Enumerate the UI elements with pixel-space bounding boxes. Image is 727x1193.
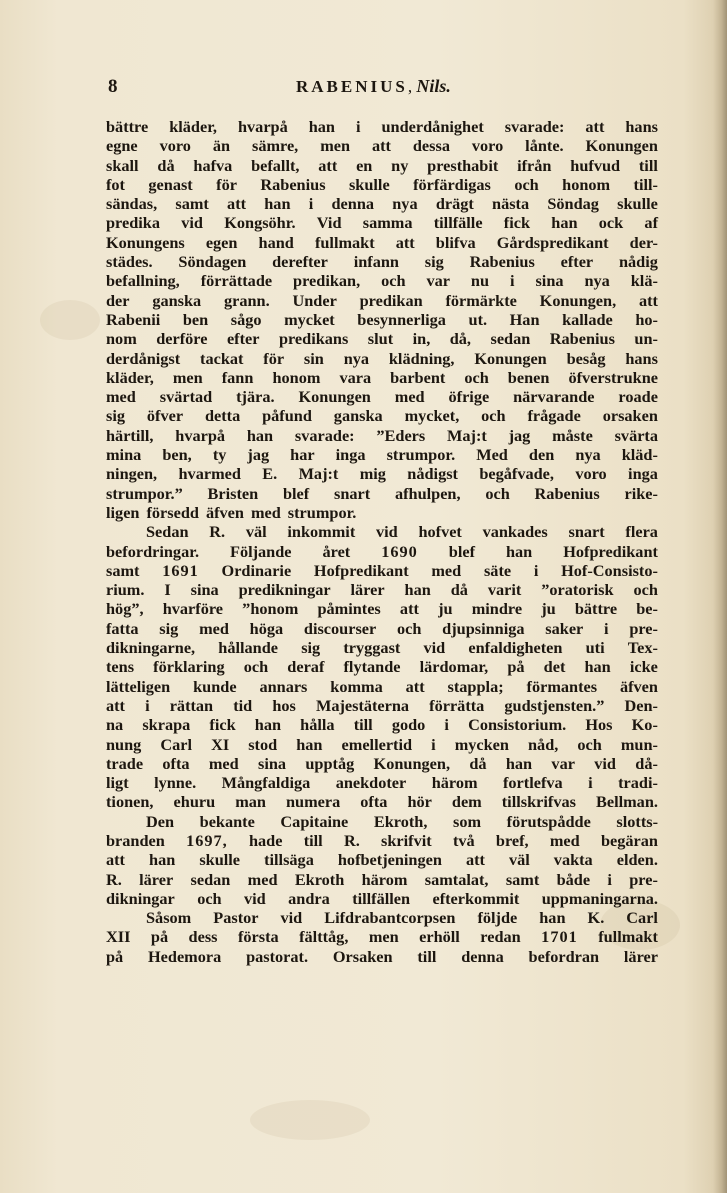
text-line: ligen försedd äfven med strumpor. xyxy=(106,502,357,522)
text-line: tens förklaring och deraf flytande lärdomar, på det han icke xyxy=(106,657,658,677)
text-line: fatta sig med höga discourser och djupsinniga saker i pre- xyxy=(106,618,658,638)
text-line: trade ofta med sina upptåg Konungen, då han var vid då- xyxy=(106,753,658,773)
text-line: branden 1697, hade till R. skrifvit två bref, med begäran xyxy=(106,830,658,850)
text-line: nung Carl XI stod han emellertid i mycken nåd, och mun- xyxy=(106,734,658,754)
text-line: befallning, förrättade predikan, och var nu i sina nya klä- xyxy=(106,271,658,291)
text-line: sig öfver detta påfund ganska mycket, och frågade orsaken xyxy=(106,406,658,426)
page-number: 8 xyxy=(108,76,118,97)
text-line: Rabenii ben sågo mycket besynnerliga ut. Han kallade ho- xyxy=(106,309,658,329)
text-line: der ganska grann. Under predikan förmärkte Konungen, att xyxy=(106,290,658,310)
text-line: rium. I sina predikningar lärer han då varit ”oratorisk och xyxy=(106,580,658,600)
text-line: egne voro än sämre, men att dessa voro lånte. Konungen xyxy=(106,136,658,156)
page-gutter-shadow xyxy=(713,0,727,1193)
running-title-given-name: Nils. xyxy=(416,76,451,96)
running-title-separator: , xyxy=(407,77,413,96)
text-line: skall då hafva befallt, att en ny presthabit ifrån hufvud till xyxy=(106,155,658,175)
text-line: predika vid Kongsöhr. Vid samma tillfälle fick han ock af xyxy=(106,213,658,233)
text-line: Konungens egen hand fullmakt att blifva Gårdspredikant der- xyxy=(106,232,658,252)
text-line: derdånigst tackat för sin nya klädning, Konungen besåg hans xyxy=(106,348,658,368)
text-line: lätteligen kunde annars komma att stappla; förmantes äfven xyxy=(106,676,658,696)
paper-stain xyxy=(250,1100,370,1140)
text-line: na skrapa fick han hålla till godo i Consistorium. Hos Ko- xyxy=(106,715,658,735)
body-text xyxy=(106,117,658,966)
paper-stain xyxy=(40,300,100,340)
text-line: mina ben, ty jag har inga strumpor. Med den nya kläd- xyxy=(106,445,658,465)
text-line: dikningarne, hållande sig tryggast vid enfaldigheten uti Tex- xyxy=(106,638,658,658)
text-line: hög”, hvarföre ”honom påmintes att ju mindre ju bättre be- xyxy=(106,599,658,619)
text-line: dikningar och vid andra tillfällen efterkommit uppmaningarna. xyxy=(106,888,658,908)
text-line: R. lärer sedan med Ekroth härom samtalat, samt både i pre- xyxy=(106,869,658,889)
text-line: samt 1691 Ordinarie Hofpredikant med säte i Hof-Consisto- xyxy=(106,560,658,580)
text-line: tionen, ehuru man numera ofta hör dem tillskrifvas Bellman. xyxy=(106,792,658,812)
text-line: att i rättan tid hos Majestäterna förrätta gudstjensten.” Den- xyxy=(106,695,658,715)
running-header xyxy=(108,76,656,106)
text-line: bättre kläder, hvarpå han i underdånighet svarade: att hans xyxy=(106,117,658,136)
text-line: ningen, hvarmed E. Maj:t mig nådigst begåfvade, voro inga xyxy=(106,464,658,484)
running-title xyxy=(296,76,451,97)
text-line: sändas, samt att han i denna nya drägt nästa Söndag skulle xyxy=(106,194,658,214)
text-line: XII på dess första fälttåg, men erhöll redan 1701 fullmakt xyxy=(106,927,658,947)
text-line: härtill, hvarpå han svarade: ”Eders Maj:t jag måste svärta xyxy=(106,425,658,445)
text-line: att han skulle tillsäga hofbetjeningen att väl vakta elden. xyxy=(106,850,658,870)
text-line: Den bekante Capitaine Ekroth, som förutspådde slotts- xyxy=(146,811,658,831)
text-line: strumpor.” Bristen blef snart afhulpen, och Rabenius rike- xyxy=(106,483,658,503)
text-line: fot genast för Rabenius skulle förfärdigas och honom till- xyxy=(106,174,658,194)
text-line: nom derföre efter predikans slut in, då, sedan Rabenius un- xyxy=(106,329,658,349)
text-line: på Hedemora pastorat. Orsaken till denna befordran lärer xyxy=(106,946,658,966)
text-line: kläder, men fann honom vara barbent och benen öfverstrukne xyxy=(106,367,658,387)
text-line: Sedan R. väl inkommit vid hofvet vankades snart flera xyxy=(146,522,658,542)
running-title-surname: RABENIUS xyxy=(296,77,408,96)
text-line: ligt lynne. Mångfaldiga anekdoter härom fortlefva i tradi- xyxy=(106,773,658,793)
text-line: städes. Söndagen derefter infann sig Rabenius efter nådig xyxy=(106,252,658,272)
text-line: Såsom Pastor vid Lifdrabantcorpsen följde han K. Carl xyxy=(146,908,658,928)
text-line: befordringar. Följande året 1690 blef han Hofpredikant xyxy=(106,541,658,561)
text-line: med svärtad tjära. Konungen med öfrige närvarande roade xyxy=(106,387,658,407)
